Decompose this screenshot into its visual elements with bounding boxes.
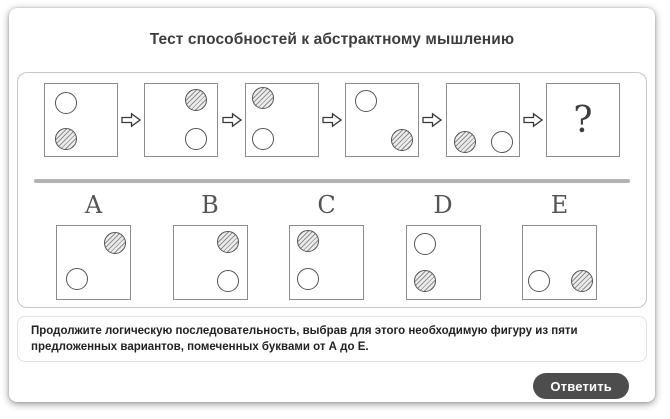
option-label: D	[433, 191, 453, 219]
hatched-circle	[571, 270, 593, 292]
sequence-box-6	[546, 83, 620, 157]
hatched-circle	[391, 129, 413, 151]
page-title: Тест способностей к абстрактному мышлению	[149, 31, 515, 48]
arrow-right-icon	[322, 112, 342, 128]
empty-circle	[414, 233, 436, 255]
hatched-circle	[414, 270, 436, 292]
hatched-circle	[104, 232, 126, 254]
empty-circle	[217, 270, 239, 292]
empty-circle	[55, 92, 77, 114]
hatched-circle	[55, 128, 77, 150]
empty-circle	[66, 268, 88, 290]
answer-button[interactable]: Ответить	[533, 373, 629, 399]
hatched-circle	[297, 230, 319, 252]
option-box-e	[522, 225, 597, 300]
sequence-box-1	[44, 83, 118, 157]
sequence-row	[44, 83, 620, 157]
option-e[interactable]	[522, 192, 597, 300]
arrow-right-icon	[422, 112, 442, 128]
empty-circle	[297, 268, 319, 290]
empty-circle	[491, 131, 513, 153]
divider	[34, 179, 630, 183]
option-label: A	[84, 191, 103, 219]
option-label: E	[550, 191, 569, 219]
instruction-text: Продолжите логическую последовательность, выбрав для этого необходимую фигуру из пяти предложенных вариантов, помеченных буквами от А до Е.	[31, 325, 578, 353]
arrow-right-icon	[222, 112, 242, 128]
question-mark: ?	[573, 99, 593, 141]
sequence-box-5	[446, 83, 520, 157]
hatched-circle	[252, 87, 274, 109]
sequence-box-4	[345, 83, 419, 157]
test-card	[9, 8, 655, 402]
sequence-box-3	[245, 83, 319, 157]
hatched-circle	[217, 231, 239, 253]
option-a[interactable]	[56, 192, 131, 300]
empty-circle	[355, 90, 377, 112]
empty-circle	[252, 128, 274, 150]
option-label: B	[201, 191, 219, 219]
instruction-box	[17, 316, 647, 362]
option-d[interactable]	[406, 192, 481, 300]
option-c[interactable]	[289, 192, 364, 300]
option-box-d	[406, 225, 481, 300]
hatched-circle	[454, 131, 476, 153]
options-row	[56, 192, 597, 300]
empty-circle	[185, 128, 207, 150]
task-panel	[17, 72, 647, 308]
option-box-c	[289, 225, 364, 300]
option-b[interactable]	[173, 192, 248, 300]
hatched-circle	[185, 89, 207, 111]
empty-circle	[528, 270, 550, 292]
sequence-box-2	[144, 83, 218, 157]
arrow-right-icon	[523, 112, 543, 128]
footer-row	[9, 362, 655, 399]
option-label: C	[317, 191, 336, 219]
option-box-b	[173, 225, 248, 300]
arrow-right-icon	[121, 112, 141, 128]
option-box-a	[56, 225, 131, 300]
